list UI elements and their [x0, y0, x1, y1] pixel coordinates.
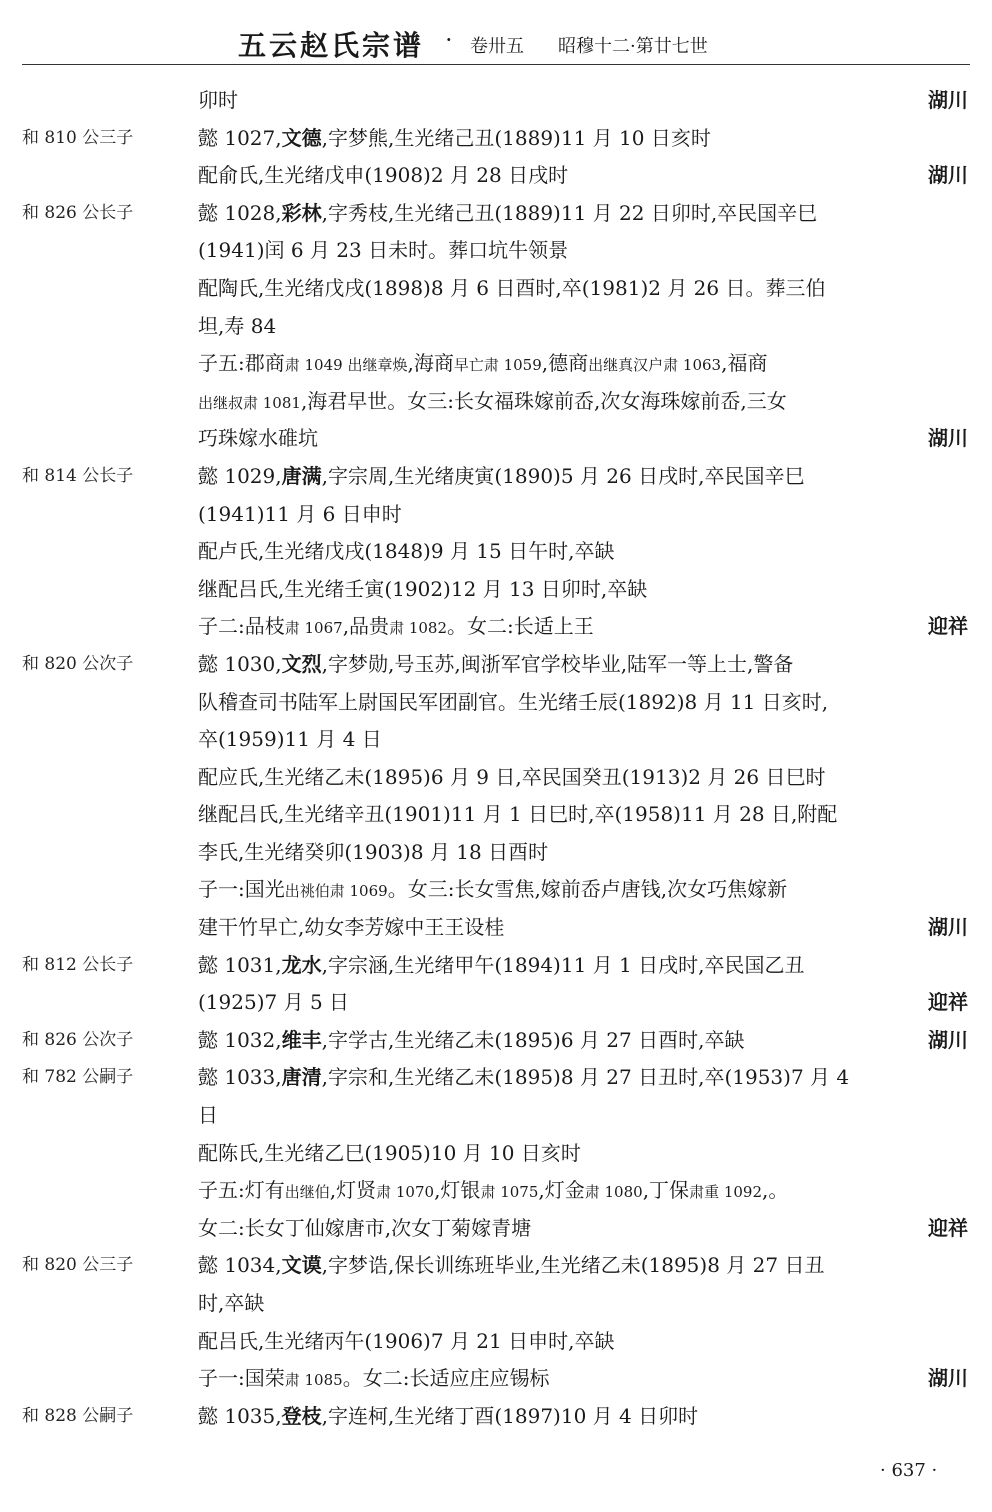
volume-label: 卷卅五: [470, 36, 524, 57]
genealogy-entries: [0, 82, 992, 1435]
entry-text: 子五:郡商肃 1049 出继章焕,海商早亡肃 1059,德商出继真汉户肃 1063,福商: [198, 351, 768, 376]
entry-text: 配应氏,生光绪乙未(1895)6 月 9 日,卒民国癸丑(1913)2 月 26 日巳时: [198, 764, 826, 789]
entry-text: 巧珠嫁水碓坑: [198, 426, 318, 451]
parent-label: 和 782 公嗣子: [22, 1067, 134, 1088]
entry-text: 建干竹早亡,幼女李芳嫁中王王设桂: [198, 915, 505, 940]
residence-label: 湖川: [928, 88, 968, 112]
book-title: 五云赵氏宗谱: [238, 29, 425, 62]
entry-text: 配卢氏,生光绪戊戌(1848)9 月 15 日午时,卒缺: [198, 539, 615, 564]
entry-line: [0, 1097, 992, 1135]
genealogy-entry: [0, 1398, 992, 1436]
entry-line: [0, 571, 992, 609]
entry-text: (1941)闰 6 月 23 日未时。葬口坑牛领景: [198, 238, 569, 263]
entry-text: 懿 1028,彩林,字秀枝,生光绪己丑(1889)11 月 22 日卯时,卒民国辛巳: [198, 200, 818, 225]
entry-text: (1941)11 月 6 日申时: [198, 501, 402, 526]
genealogy-entry: [0, 947, 992, 1022]
entry-line: [0, 947, 992, 985]
entry-line: [0, 759, 992, 797]
entry-text: 配陈氏,生光绪乙巳(1905)10 月 10 日亥时: [198, 1140, 581, 1165]
entry-line: [0, 82, 992, 120]
entry-text: 懿 1033,唐清,字宗和,生光绪乙未(1895)8 月 27 日丑时,卒(1953)7 月 4: [198, 1065, 850, 1090]
entry-line: [0, 608, 992, 646]
entry-line: [0, 1398, 992, 1436]
entry-text: 子五:灯有出继伯,灯贤肃 1070,灯银肃 1075,灯金肃 1080,丁保肃重 1092,。: [198, 1178, 789, 1203]
entry-line: [0, 533, 992, 571]
entry-text: 懿 1035,登枝,字连柯,生光绪丁酉(1897)10 月 4 日卯时: [198, 1403, 699, 1428]
residence-label: 湖川: [928, 915, 968, 940]
header-rule: [22, 64, 970, 65]
parent-label: 和 820 公次子: [22, 653, 134, 674]
entry-text: 继配吕氏,生光绪辛丑(1901)11 月 1 日巳时,卒(1958)11 月 28 日,附配: [198, 802, 838, 827]
entry-text: 子一:国荣肃 1085。女二:长适应庄应锡标: [198, 1366, 550, 1391]
entry-text: 配俞氏,生光绪戊申(1908)2 月 28 日戌时: [198, 163, 569, 188]
entry-text: 配吕氏,生光绪丙午(1906)7 月 21 日申时,卒缺: [198, 1328, 615, 1353]
entry-text: 出继叔肃 1081,海君早世。女三:长女福珠嫁前岙,次女海珠嫁前岙,三女: [198, 388, 787, 413]
entry-line: [0, 308, 992, 346]
entry-text: 子一:国光出祧伯肃 1069。女三:长女雪焦,嫁前岙卢唐钱,次女巧焦嫁新: [198, 877, 788, 902]
entry-text: 女二:长女丁仙嫁唐市,次女丁菊嫁青塘: [198, 1215, 532, 1240]
residence-label: 迎祥: [928, 990, 968, 1015]
entry-text: 懿 1029,唐满,字宗周,生光绪庚寅(1890)5 月 26 日戌时,卒民国辛巳: [198, 463, 805, 488]
residence-label: 迎祥: [928, 1215, 968, 1240]
genealogy-entry: [0, 646, 992, 947]
entry-text: 懿 1032,维丰,字学古,生光绪乙未(1895)6 月 27 日酉时,卒缺: [198, 1027, 745, 1052]
genealogy-entry: [0, 195, 992, 458]
parent-label: 和 814 公长子: [22, 465, 134, 486]
entry-line: [0, 984, 992, 1022]
parent-label: 和 828 公嗣子: [22, 1405, 134, 1426]
entry-line: [0, 1059, 992, 1097]
entry-line: [0, 646, 992, 684]
entry-line: [0, 684, 992, 722]
entry-line: [0, 1285, 992, 1323]
genealogy-entry: [0, 1022, 992, 1060]
entry-text: 时,卒缺: [198, 1291, 265, 1315]
page-number: · 637 ·: [880, 1460, 938, 1481]
parent-label: 和 810 公三子: [22, 127, 134, 148]
entry-line: [0, 1360, 992, 1398]
entry-text: 子二:品枝肃 1067,品贵肃 1082。女二:长适上王: [198, 614, 594, 639]
entry-line: [0, 157, 992, 195]
genealogy-entry: [0, 82, 992, 120]
entry-line: [0, 721, 992, 759]
entry-line: [0, 1210, 992, 1248]
genealogy-entry: [0, 1059, 992, 1247]
parent-label: 和 826 公长子: [22, 202, 134, 223]
entry-text: (1925)7 月 5 日: [198, 990, 350, 1015]
entry-line: [0, 496, 992, 534]
entry-line: [0, 345, 992, 383]
entry-text: 配陶氏,生光绪戊戌(1898)8 月 6 日酉时,卒(1981)2 月 26 日。葬三伯: [198, 275, 826, 300]
entry-text: 懿 1034,文谟,字梦诰,保长训练班毕业,生光绪乙未(1895)8 月 27 日丑: [198, 1253, 825, 1278]
title-separator-dot: ·: [446, 30, 452, 49]
page-header: [0, 14, 992, 66]
entry-line: [0, 195, 992, 233]
parent-label: 和 812 公长子: [22, 954, 134, 975]
entry-text: 日: [198, 1103, 218, 1128]
entry-line: [0, 458, 992, 496]
residence-label: 湖川: [928, 163, 968, 188]
genealogy-entry: [0, 1247, 992, 1397]
parent-label: 和 826 公次子: [22, 1029, 134, 1050]
entry-line: [0, 383, 992, 421]
parent-label: 和 820 公三子: [22, 1255, 134, 1276]
entry-text: 懿 1027,文德,字梦熊,生光绪己丑(1889)11 月 10 日亥时: [198, 125, 711, 150]
entry-line: [0, 420, 992, 458]
entry-line: [0, 232, 992, 270]
residence-label: 迎祥: [928, 614, 968, 639]
entry-line: [0, 871, 992, 909]
entry-line: [0, 1323, 992, 1361]
entry-line: [0, 796, 992, 834]
entry-text: 继配吕氏,生光绪壬寅(1902)12 月 13 日卯时,卒缺: [198, 576, 648, 601]
entry-line: [0, 909, 992, 947]
entry-text: 卒(1959)11 月 4 日: [198, 727, 382, 752]
entry-text: 懿 1031,龙水,字宗涵,生光绪甲午(1894)11 月 1 日戌时,卒民国乙丑: [198, 952, 805, 977]
entry-line: [0, 1022, 992, 1060]
entry-line: [0, 120, 992, 158]
entry-text: 坦,寿 84: [198, 313, 277, 338]
entry-text: 队稽查司书陆军上尉国民军团副官。生光绪壬辰(1892)8 月 11 日亥时,: [198, 689, 829, 714]
entry-text: 卯时: [198, 88, 238, 112]
entry-line: [0, 1247, 992, 1285]
entry-text: 李氏,生光绪癸卯(1903)8 月 18 日酉时: [198, 839, 549, 864]
residence-label: 湖川: [928, 1366, 968, 1391]
entry-text: 懿 1030,文烈,字梦勋,号玉苏,闽浙军官学校毕业,陆军一等上士,警备: [198, 651, 794, 676]
entry-line: [0, 270, 992, 308]
genealogy-entry: [0, 458, 992, 646]
entry-line: [0, 834, 992, 872]
entry-line: [0, 1135, 992, 1173]
residence-label: 湖川: [928, 1027, 968, 1052]
generation-label: 昭穆十二·第廿七世: [558, 36, 708, 57]
residence-label: 湖川: [928, 426, 968, 451]
genealogy-entry: [0, 120, 992, 195]
entry-line: [0, 1172, 992, 1210]
